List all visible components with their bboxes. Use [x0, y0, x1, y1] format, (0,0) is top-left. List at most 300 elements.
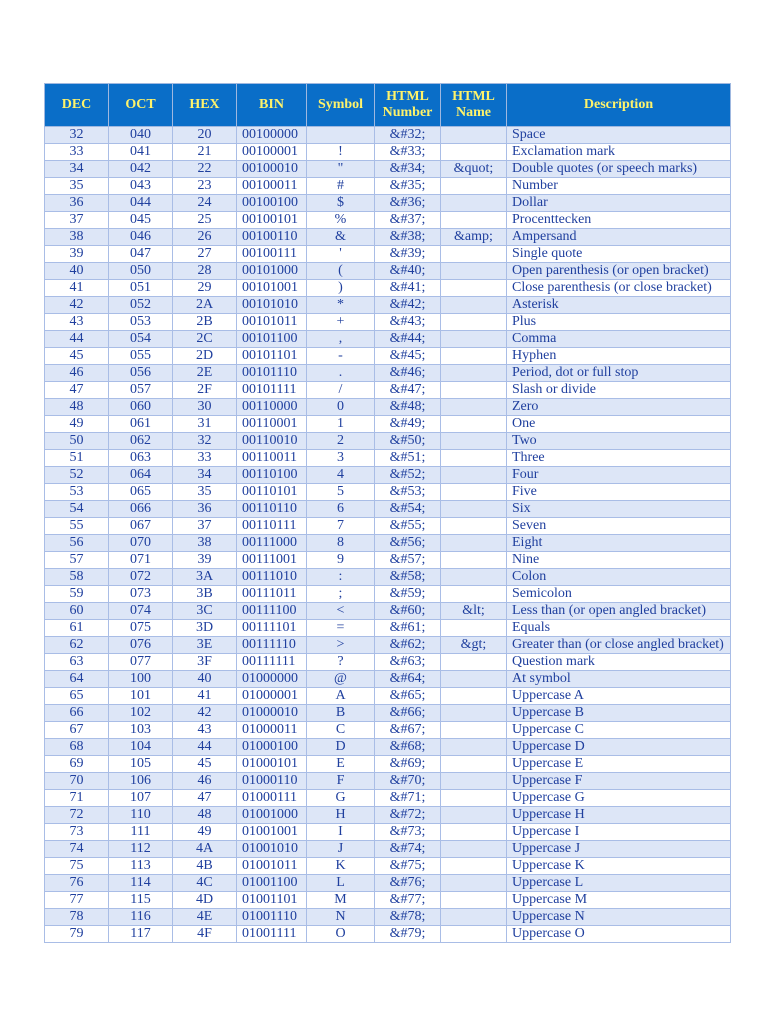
cell-hex: 46: [173, 773, 237, 790]
cell-bin: 00110000: [237, 399, 307, 416]
cell-oct: 042: [109, 161, 173, 178]
cell-symbol: %: [307, 212, 375, 229]
cell-oct: 065: [109, 484, 173, 501]
cell-html-name: [441, 416, 507, 433]
cell-description: Exclamation mark: [507, 144, 731, 161]
cell-dec: 36: [45, 195, 109, 212]
cell-html-name: [441, 807, 507, 824]
cell-hex: 2C: [173, 331, 237, 348]
cell-bin: 00110111: [237, 518, 307, 535]
cell-html-name: [441, 127, 507, 144]
cell-symbol: 5: [307, 484, 375, 501]
cell-oct: 050: [109, 263, 173, 280]
cell-html-name: [441, 450, 507, 467]
cell-html-number: &#79;: [375, 926, 441, 943]
ascii-table-container: [44, 83, 730, 943]
cell-dec: 39: [45, 246, 109, 263]
cell-symbol: 1: [307, 416, 375, 433]
table-row: [45, 382, 731, 399]
cell-bin: 00101011: [237, 314, 307, 331]
cell-hex: 3B: [173, 586, 237, 603]
cell-dec: 65: [45, 688, 109, 705]
cell-hex: 2D: [173, 348, 237, 365]
cell-hex: 47: [173, 790, 237, 807]
table-row: [45, 399, 731, 416]
cell-html-number: &#70;: [375, 773, 441, 790]
cell-symbol: ': [307, 246, 375, 263]
table-row: [45, 161, 731, 178]
cell-hex: 30: [173, 399, 237, 416]
cell-bin: 00101010: [237, 297, 307, 314]
cell-dec: 71: [45, 790, 109, 807]
cell-html-name: [441, 586, 507, 603]
cell-html-name: [441, 365, 507, 382]
cell-html-name: [441, 756, 507, 773]
cell-oct: 057: [109, 382, 173, 399]
table-row: [45, 688, 731, 705]
cell-bin: 00111001: [237, 552, 307, 569]
cell-symbol: A: [307, 688, 375, 705]
cell-hex: 23: [173, 178, 237, 195]
cell-description: Question mark: [507, 654, 731, 671]
cell-hex: 33: [173, 450, 237, 467]
cell-hex: 28: [173, 263, 237, 280]
cell-symbol: J: [307, 841, 375, 858]
cell-dec: 72: [45, 807, 109, 824]
cell-html-name: [441, 178, 507, 195]
cell-dec: 78: [45, 909, 109, 926]
table-row: [45, 212, 731, 229]
cell-bin: 01000001: [237, 688, 307, 705]
cell-bin: 00110001: [237, 416, 307, 433]
cell-html-number: &#34;: [375, 161, 441, 178]
cell-description: Uppercase O: [507, 926, 731, 943]
cell-bin: 00111000: [237, 535, 307, 552]
cell-html-name: &lt;: [441, 603, 507, 620]
cell-symbol: 8: [307, 535, 375, 552]
cell-dec: 37: [45, 212, 109, 229]
cell-symbol: ": [307, 161, 375, 178]
cell-html-name: [441, 552, 507, 569]
header-row: [45, 84, 731, 127]
cell-hex: 31: [173, 416, 237, 433]
cell-bin: 00100000: [237, 127, 307, 144]
cell-oct: 061: [109, 416, 173, 433]
cell-html-number: &#68;: [375, 739, 441, 756]
cell-description: Uppercase D: [507, 739, 731, 756]
cell-bin: 00101000: [237, 263, 307, 280]
cell-bin: 01000100: [237, 739, 307, 756]
cell-hex: 42: [173, 705, 237, 722]
header-hex: HEX: [173, 84, 237, 127]
cell-html-number: &#69;: [375, 756, 441, 773]
cell-bin: 01001110: [237, 909, 307, 926]
cell-hex: 39: [173, 552, 237, 569]
cell-html-number: &#71;: [375, 790, 441, 807]
cell-dec: 38: [45, 229, 109, 246]
cell-html-number: &#58;: [375, 569, 441, 586]
cell-html-number: &#72;: [375, 807, 441, 824]
table-row: [45, 620, 731, 637]
cell-hex: 20: [173, 127, 237, 144]
cell-description: Greater than (or close angled bracket): [507, 637, 731, 654]
cell-oct: 117: [109, 926, 173, 943]
cell-dec: 76: [45, 875, 109, 892]
cell-html-name: [441, 467, 507, 484]
table-row: [45, 722, 731, 739]
table-row: [45, 144, 731, 161]
table-row: [45, 501, 731, 518]
cell-dec: 60: [45, 603, 109, 620]
table-row: [45, 178, 731, 195]
cell-html-number: &#55;: [375, 518, 441, 535]
cell-symbol: L: [307, 875, 375, 892]
cell-html-number: &#77;: [375, 892, 441, 909]
cell-description: Asterisk: [507, 297, 731, 314]
cell-html-number: &#62;: [375, 637, 441, 654]
cell-html-name: [441, 501, 507, 518]
cell-bin: 00101111: [237, 382, 307, 399]
cell-hex: 24: [173, 195, 237, 212]
cell-bin: 01000000: [237, 671, 307, 688]
cell-bin: 00110011: [237, 450, 307, 467]
cell-html-number: &#35;: [375, 178, 441, 195]
cell-description: Less than (or open angled bracket): [507, 603, 731, 620]
cell-html-name: [441, 263, 507, 280]
cell-oct: 113: [109, 858, 173, 875]
table-row: [45, 909, 731, 926]
cell-description: Eight: [507, 535, 731, 552]
cell-hex: 4F: [173, 926, 237, 943]
cell-symbol: 9: [307, 552, 375, 569]
cell-html-name: &gt;: [441, 637, 507, 654]
cell-html-number: &#48;: [375, 399, 441, 416]
cell-description: Slash or divide: [507, 382, 731, 399]
cell-dec: 56: [45, 535, 109, 552]
cell-bin: 01000101: [237, 756, 307, 773]
cell-bin: 01001101: [237, 892, 307, 909]
cell-html-number: &#57;: [375, 552, 441, 569]
table-row: [45, 824, 731, 841]
cell-dec: 43: [45, 314, 109, 331]
cell-description: Semicolon: [507, 586, 731, 603]
cell-dec: 52: [45, 467, 109, 484]
cell-html-name: [441, 399, 507, 416]
cell-dec: 55: [45, 518, 109, 535]
cell-html-name: [441, 875, 507, 892]
cell-description: Hyphen: [507, 348, 731, 365]
cell-description: Uppercase E: [507, 756, 731, 773]
cell-html-name: [441, 382, 507, 399]
cell-html-number: &#32;: [375, 127, 441, 144]
cell-hex: 43: [173, 722, 237, 739]
cell-oct: 047: [109, 246, 173, 263]
cell-dec: 47: [45, 382, 109, 399]
cell-dec: 42: [45, 297, 109, 314]
cell-bin: 00111011: [237, 586, 307, 603]
cell-html-name: &quot;: [441, 161, 507, 178]
table-row: [45, 569, 731, 586]
header-html-number: HTML Number: [375, 84, 441, 127]
cell-hex: 26: [173, 229, 237, 246]
cell-html-name: [441, 620, 507, 637]
cell-html-name: [441, 433, 507, 450]
cell-html-name: [441, 569, 507, 586]
table-row: [45, 552, 731, 569]
cell-html-number: &#50;: [375, 433, 441, 450]
cell-oct: 115: [109, 892, 173, 909]
cell-hex: 34: [173, 467, 237, 484]
cell-html-name: [441, 212, 507, 229]
cell-bin: 00110110: [237, 501, 307, 518]
cell-html-number: &#73;: [375, 824, 441, 841]
cell-hex: 48: [173, 807, 237, 824]
cell-dec: 33: [45, 144, 109, 161]
cell-dec: 75: [45, 858, 109, 875]
cell-oct: 070: [109, 535, 173, 552]
cell-symbol: H: [307, 807, 375, 824]
cell-description: Uppercase A: [507, 688, 731, 705]
cell-bin: 00100001: [237, 144, 307, 161]
cell-html-number: &#67;: [375, 722, 441, 739]
cell-html-number: &#33;: [375, 144, 441, 161]
cell-description: Zero: [507, 399, 731, 416]
cell-symbol: #: [307, 178, 375, 195]
cell-hex: 35: [173, 484, 237, 501]
cell-oct: 073: [109, 586, 173, 603]
cell-hex: 2E: [173, 365, 237, 382]
cell-bin: 01001000: [237, 807, 307, 824]
header-html-name: HTML Name: [441, 84, 507, 127]
cell-dec: 58: [45, 569, 109, 586]
cell-bin: 01001010: [237, 841, 307, 858]
cell-bin: 00101101: [237, 348, 307, 365]
cell-bin: 01000111: [237, 790, 307, 807]
cell-html-name: [441, 926, 507, 943]
header-symbol: Symbol: [307, 84, 375, 127]
cell-html-name: [441, 824, 507, 841]
cell-hex: 3A: [173, 569, 237, 586]
cell-html-number: &#51;: [375, 450, 441, 467]
cell-bin: 00100111: [237, 246, 307, 263]
cell-oct: 077: [109, 654, 173, 671]
cell-symbol: *: [307, 297, 375, 314]
cell-html-number: &#49;: [375, 416, 441, 433]
cell-bin: 01001001: [237, 824, 307, 841]
table-row: [45, 297, 731, 314]
cell-symbol: =: [307, 620, 375, 637]
cell-symbol: 0: [307, 399, 375, 416]
cell-html-number: &#65;: [375, 688, 441, 705]
cell-dec: 73: [45, 824, 109, 841]
cell-hex: 37: [173, 518, 237, 535]
cell-dec: 44: [45, 331, 109, 348]
table-row: [45, 841, 731, 858]
cell-html-name: [441, 705, 507, 722]
cell-symbol: <: [307, 603, 375, 620]
cell-html-number: &#75;: [375, 858, 441, 875]
cell-html-name: [441, 348, 507, 365]
table-row: [45, 773, 731, 790]
cell-html-name: [441, 144, 507, 161]
cell-oct: 054: [109, 331, 173, 348]
header-oct: OCT: [109, 84, 173, 127]
cell-dec: 41: [45, 280, 109, 297]
cell-hex: 3E: [173, 637, 237, 654]
table-row: [45, 654, 731, 671]
table-row: [45, 314, 731, 331]
cell-symbol: K: [307, 858, 375, 875]
cell-oct: 112: [109, 841, 173, 858]
cell-symbol: ,: [307, 331, 375, 348]
cell-dec: 51: [45, 450, 109, 467]
cell-oct: 051: [109, 280, 173, 297]
cell-bin: 00111010: [237, 569, 307, 586]
cell-html-name: [441, 858, 507, 875]
table-row: [45, 433, 731, 450]
cell-hex: 4B: [173, 858, 237, 875]
cell-description: Six: [507, 501, 731, 518]
cell-html-number: &#42;: [375, 297, 441, 314]
cell-description: Procenttecken: [507, 212, 731, 229]
cell-oct: 076: [109, 637, 173, 654]
cell-hex: 38: [173, 535, 237, 552]
table-header: [45, 84, 731, 127]
cell-hex: 49: [173, 824, 237, 841]
cell-html-number: &#60;: [375, 603, 441, 620]
table-row: [45, 807, 731, 824]
cell-description: Double quotes (or speech marks): [507, 161, 731, 178]
cell-description: Uppercase N: [507, 909, 731, 926]
cell-description: Uppercase B: [507, 705, 731, 722]
table-row: [45, 858, 731, 875]
cell-description: Uppercase F: [507, 773, 731, 790]
cell-symbol: B: [307, 705, 375, 722]
cell-dec: 32: [45, 127, 109, 144]
cell-dec: 61: [45, 620, 109, 637]
table-row: [45, 416, 731, 433]
cell-dec: 48: [45, 399, 109, 416]
cell-oct: 060: [109, 399, 173, 416]
cell-dec: 79: [45, 926, 109, 943]
cell-hex: 22: [173, 161, 237, 178]
cell-oct: 116: [109, 909, 173, 926]
cell-symbol: ;: [307, 586, 375, 603]
cell-html-number: &#38;: [375, 229, 441, 246]
cell-bin: 00101110: [237, 365, 307, 382]
cell-oct: 105: [109, 756, 173, 773]
cell-bin: 00100100: [237, 195, 307, 212]
cell-dec: 70: [45, 773, 109, 790]
cell-hex: 2B: [173, 314, 237, 331]
cell-description: Ampersand: [507, 229, 731, 246]
cell-html-name: [441, 314, 507, 331]
cell-html-number: &#56;: [375, 535, 441, 552]
cell-bin: 01001111: [237, 926, 307, 943]
cell-bin: 01001100: [237, 875, 307, 892]
cell-bin: 00111111: [237, 654, 307, 671]
table-row: [45, 518, 731, 535]
header-bin: BIN: [237, 84, 307, 127]
cell-html-name: [441, 246, 507, 263]
cell-hex: 44: [173, 739, 237, 756]
cell-html-number: &#46;: [375, 365, 441, 382]
cell-dec: 66: [45, 705, 109, 722]
cell-html-number: &#53;: [375, 484, 441, 501]
cell-dec: 34: [45, 161, 109, 178]
cell-dec: 59: [45, 586, 109, 603]
cell-dec: 74: [45, 841, 109, 858]
cell-hex: 25: [173, 212, 237, 229]
table-row: [45, 756, 731, 773]
cell-html-name: [441, 331, 507, 348]
cell-hex: 29: [173, 280, 237, 297]
table-row: [45, 280, 731, 297]
cell-oct: 107: [109, 790, 173, 807]
cell-bin: 00110100: [237, 467, 307, 484]
cell-html-name: [441, 688, 507, 705]
table-row: [45, 739, 731, 756]
cell-hex: 4A: [173, 841, 237, 858]
cell-html-number: &#44;: [375, 331, 441, 348]
cell-symbol: 6: [307, 501, 375, 518]
cell-description: Seven: [507, 518, 731, 535]
cell-symbol: F: [307, 773, 375, 790]
cell-description: Single quote: [507, 246, 731, 263]
cell-bin: 00111100: [237, 603, 307, 620]
cell-symbol: (: [307, 263, 375, 280]
table-row: [45, 229, 731, 246]
cell-bin: 00101100: [237, 331, 307, 348]
table-body: [45, 127, 731, 943]
cell-html-name: [441, 892, 507, 909]
table-row: [45, 586, 731, 603]
cell-dec: 54: [45, 501, 109, 518]
cell-oct: 056: [109, 365, 173, 382]
cell-description: Dollar: [507, 195, 731, 212]
cell-html-name: [441, 909, 507, 926]
cell-html-name: [441, 671, 507, 688]
cell-hex: 40: [173, 671, 237, 688]
cell-symbol: G: [307, 790, 375, 807]
cell-dec: 63: [45, 654, 109, 671]
cell-description: Uppercase J: [507, 841, 731, 858]
cell-bin: 00101001: [237, 280, 307, 297]
cell-symbol: $: [307, 195, 375, 212]
cell-dec: 49: [45, 416, 109, 433]
cell-symbol: 4: [307, 467, 375, 484]
cell-bin: 00110010: [237, 433, 307, 450]
cell-symbol: @: [307, 671, 375, 688]
cell-oct: 043: [109, 178, 173, 195]
cell-description: Comma: [507, 331, 731, 348]
cell-html-number: &#74;: [375, 841, 441, 858]
header-description: Description: [507, 84, 731, 127]
cell-html-number: &#45;: [375, 348, 441, 365]
cell-html-name: [441, 841, 507, 858]
cell-html-number: &#47;: [375, 382, 441, 399]
cell-oct: 075: [109, 620, 173, 637]
cell-symbol: N: [307, 909, 375, 926]
table-row: [45, 195, 731, 212]
cell-oct: 055: [109, 348, 173, 365]
cell-hex: 4C: [173, 875, 237, 892]
cell-description: Uppercase M: [507, 892, 731, 909]
header-dec: DEC: [45, 84, 109, 127]
cell-description: Close parenthesis (or close bracket): [507, 280, 731, 297]
cell-dec: 35: [45, 178, 109, 195]
table-row: [45, 671, 731, 688]
